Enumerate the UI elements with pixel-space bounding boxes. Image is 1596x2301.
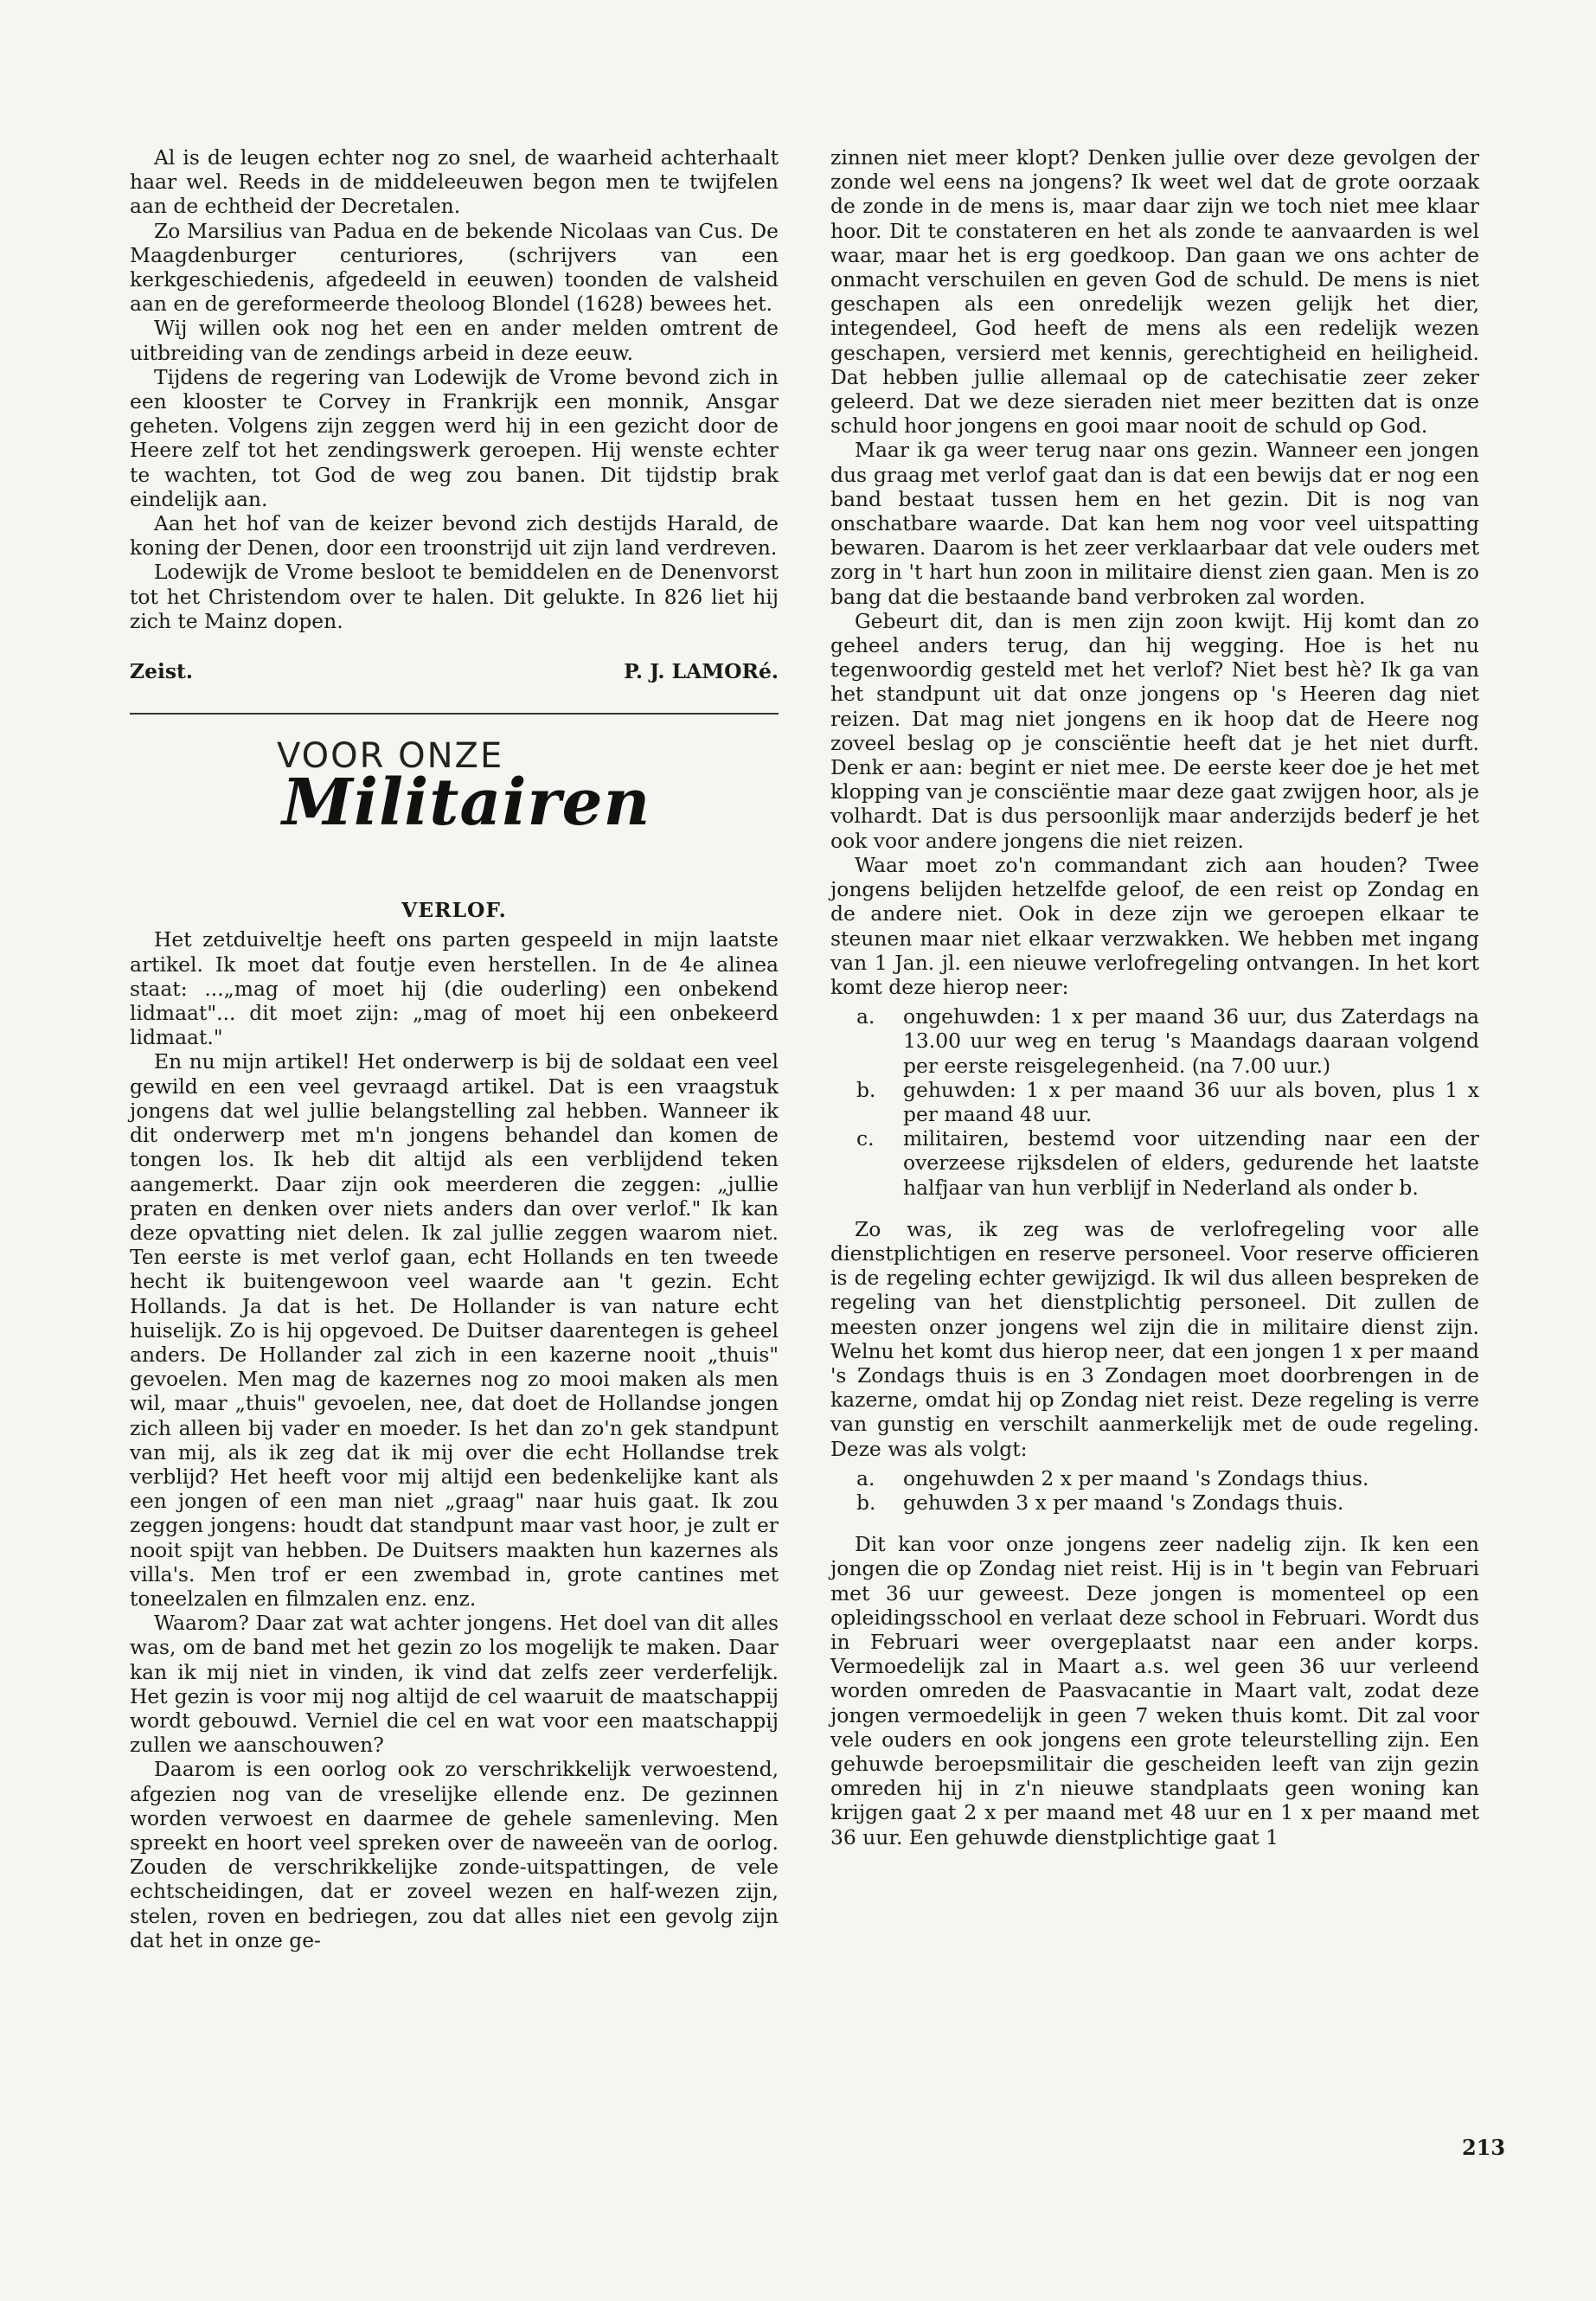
- list-letter: a.: [856, 1465, 875, 1490]
- list-item: [830, 1490, 1479, 1515]
- list-item: [830, 1126, 1479, 1200]
- paragraph: zinnen niet meer klopt? Denken jullie over deze gevolgen der zonde wel eens na jongens? Ik weet wel dat de grote oorzaak de zonde in de mens is, maar daar zijn we toch niet mee klaar hoor. Dit te constateren en het als zonde te aanvaarden is wel waar, maar het is erg goedkoop. Dan gaan we ons achter de onmacht verschuilen en geven God de schuld. De mens is niet geschapen als een onredelijk wezen gelijk het dier, integendeel, God heeft de mens als een redelijk wezen geschapen, versierd met kennis, gerechtigheid en heiligheid. Dat hebben jullie allemaal op de catechisatie zeer zeker geleerd. Dat we deze sieraden niet meer bezitten dat is onze schuld hoor jongens en gooi maar nooit de schuld op God.: [830, 145, 1479, 439]
- right-column: [830, 145, 1479, 1849]
- paragraph: Aan het hof van de keizer bevond zich destijds Harald, de koning der Denen, door een troonstrijd uit zijn land verdreven.: [130, 511, 779, 561]
- list-item: [830, 1466, 1479, 1490]
- paragraph: Het zetduiveltje heeft ons parten gespeeld in mijn laatste artikel. Ik moet dat foutje even herstellen. In de 4e alinea staat: ...„mag of moet hij (die ouderling) een onbekend lidmaat"... dit moet zijn: „mag of moet hij een onbekeerd lidmaat.": [130, 927, 779, 1050]
- paragraph: Wij willen ook nog het een en ander melden omtrent de uitbreiding van de zendings arbeid in deze eeuw.: [130, 316, 779, 365]
- list-text: ongehuwden 2 x per maand 's Zondags thius.: [903, 1465, 1369, 1490]
- paragraph: Waar moet zo'n commandant zich aan houden? Twee jongens belijden hetzelfde geloof, de een reist op Zondag en de andere niet. Ook in deze zijn we geroepen elkaar te steunen maar niet elkaar verzwakken. We hebben met ingang van 1 Jan. jl. een nieuwe verlofregeling ontvangen. In het kort komt deze hierop neer:: [830, 852, 1479, 999]
- list-letter: c.: [856, 1126, 875, 1151]
- list-text: militairen, bestemd voor uitzending naar een der overzeese rijksdelen of elders, gedurende het laatste halfjaar van hun verblijf in Nederland als onder b.: [903, 1126, 1479, 1200]
- page-number: 213: [1462, 2135, 1506, 2160]
- list-text: ongehuwden: 1 x per maand 36 uur, dus Zaterdags na 13.00 uur weg en terug 's Maandags daaraan volgend per eerste reisgelegenheid. (na 7.00 uur.): [903, 1004, 1479, 1078]
- article-subheading: VERLOF.: [401, 898, 507, 923]
- paragraph: Dit kan voor onze jongens zeer nadelig zijn. Ik ken een jongen die op Zondag niet reist. Hij is in 't begin van Februari met 36 uur geweest. Deze jongen is momenteel op een opleidingsschool en verlaat deze school in Februari. Wordt dus in Februari weer overgeplaatst naar een ander korps. Vermoedelijk zal in Maart a.s. wel geen 36 uur verleend worden omreden de Paasvacantie in Maart valt, zodat deze jongen vermoedelijk in geen 7 weken thuis komt. Dit zal voor vele ouders en ook jongens een grote teleurstelling zijn. Een gehuwde beroepsmilitair die gescheiden leeft van zijn gezin omreden hij in z'n nieuwe standplaats geen woning kan krijgen gaat 2 x per maand met 48 uur en 1 x per maand met 36 uur. Een gehuwde dienstplichtige gaat 1: [830, 1532, 1479, 1849]
- list-item: [830, 1078, 1479, 1126]
- heading-large: Militairen: [282, 766, 651, 841]
- paragraph: Zo was, ik zeg was de verlofregeling voor alle dienstplichtigen en reserve personeel. Voor reserve officieren is de regeling echter gewijzigd. Ik wil dus alleen bespreken de regeling van het dienstplichtig personeel. Dit zullen de meesten onzer jongens wel zijn die in militaire dienst zijn. Welnu het komt dus hierop neer, dat een jongen 1 x per maand 's Zondags thuis is en 3 Zondagen moet doorbrengen in de kazerne, omdat hij op Zondag niet reist. Deze regeling is verre van gunstig en verschilt aanmerkelijk met de oude regeling. Deze was als volgt:: [830, 1216, 1479, 1461]
- list-letter: b.: [856, 1490, 876, 1515]
- paragraph: Zo Marsilius van Padua en de bekende Nicolaas van Cus. De Maagdenburger centuriores, (schrijvers van een kerkgeschiedenis, afgedeeld in eeuwen) toonden de valsheid aan en de gereformeerde theoloog Blondel (1628) bewees het.: [130, 218, 779, 317]
- regulation-list-new: [830, 1004, 1479, 1200]
- section-divider: [130, 713, 779, 715]
- paragraph: Waarom? Daar zat wat achter jongens. Het doel van dit alles was, om de band met het gezin zo los mogelijk te maken. Daar kan ik mij niet in vinden, ik vind dat zelfs zeer verderfelijk. Het gezin is voor mij nog altijd de cel waaruit de maatschappij wordt gebouwd. Verniel die cel en wat voor een maatschappij zullen we aanschouwen?: [130, 1611, 779, 1758]
- list-letter: a.: [856, 1004, 875, 1029]
- heading-small: VOOR ONZE: [277, 736, 504, 777]
- list-text: gehuwden 3 x per maand 's Zondags thuis.: [903, 1490, 1344, 1515]
- paragraph: Gebeurt dit, dan is men zijn zoon kwijt. Hij komt dan zo geheel anders terug, dan hij wegging. Hoe is het nu tegenwoordig gesteld met het verlof? Niet best hè? Ik ga van het standpunt uit dat onze jongens op 's Heeren dag niet reizen. Dat mag niet jongens en ik hoop dat de Heere nog zoveel beslag op je consciëntie heeft dat je het niet durft. Denk er aan: begint er niet mee. De eerste keer doe je het met klopping van je consciëntie maar deze gaat zwijgen hoor, als je volhardt. Dat is dus persoonlijk maar anderzijds bederf je het ook voor andere jongens die niet reizen.: [830, 608, 1479, 853]
- list-item: [830, 1004, 1479, 1078]
- paragraph: Maar ik ga weer terug naar ons gezin. Wanneer een jongen dus graag met verlof gaat dan is dat een bewijs dat er nog een band bestaat tussen hem en het gezin. Dit is nog van onschatbare waarde. Dat kan hem nog voor veel uitspatting bewaren. Daarom is het zeer verklaarbaar dat vele ouders met zorg in 't hart hun zoon in militaire dienst zien gaan. Men is zo bang dat die bestaande band verbroken zal worden.: [830, 438, 1479, 609]
- signature-place: Zeist.: [130, 659, 193, 684]
- list-text: gehuwden: 1 x per maand 36 uur als boven, plus 1 x per maand 48 uur.: [903, 1077, 1479, 1126]
- paragraph: En nu mijn artikel! Het onderwerp is bij de soldaat een veel gewild en een veel gevraagd artikel. Dat is een vraagstuk jongens dat wel jullie belangstelling zal hebben. Wanneer ik dit onderwerp met m'n jongens behandel dan komen de tongen los. Ik heb dit altijd als een verblijdend teken aangemerkt. Daar zijn ook meerderen die zeggen: „jullie praten en denken over niets anders dan over verlof." Ik kan deze opvatting niet delen. Ik zal jullie zeggen waarom niet. Ten eerste is met verlof gaan, echt Hollands en ten tweede hecht ik buitengewoon veel waarde aan 't gezin. Echt Hollands. Ja dat is het. De Hollander is van nature echt huiselijk. Zo is hij opgevoed. De Duitser daarentegen is geheel anders. De Hollander zal zich in een kazerne nooit „thuis" gevoelen. Men mag de kazernes nog zo mooi maken als men wil, maar „thuis" gevoelen, nee, dat doet de Hollandse jongen zich alleen bij vader en moeder. Is het dan zo'n gek standpunt van mij, als ik zeg dat ik mij over die echt Hollandse trek verblijd? Het heeft voor mij altijd een bedenkelijke kant als een jongen of een man niet „graag" naar huis gaat. Ik zou zeggen jongens: houdt dat standpunt maar vast hoor, je zult er nooit spijt van hebben. De Duitsers maakten hun kazernes als villa's. Men trof er een zwembad in, grote cantines met toneelzalen en filmzalen enz. enz.: [130, 1049, 779, 1611]
- signature-author: P. J. LAMORé.: [624, 659, 779, 684]
- signature-line: [130, 659, 779, 683]
- regulation-list-old: [830, 1466, 1479, 1515]
- section-heading: [130, 736, 779, 891]
- paragraph: Daarom is een oorlog ook zo verschrikkelijk verwoestend, afgezien nog van de vreselijke ellende enz. De gezinnen worden verwoest en daarmee de gehele samenleving. Men spreekt en hoort veel spreken over de naweeën van de oorlog. Zouden de verschrikkelijke zonde-uitspattingen, de vele echtscheidingen, dat er zoveel wezen en half-wezen zijn, stelen, roven en bedriegen, zou dat alles niet een gevolg zijn dat het in onze ge-: [130, 1757, 779, 1952]
- paragraph: Tijdens de regering van Lodewijk de Vrome bevond zich in een klooster te Corvey in Frankrijk een monnik, Ansgar geheten. Volgens zijn zeggen werd hij in een gezicht door de Heere zelf tot het zendingswerk geroepen. Hij wenste echter te wachten, tot God de weg zou banen. Dit tijdstip brak eindelijk aan.: [130, 364, 779, 511]
- left-column: [130, 145, 779, 1952]
- paragraph: Al is de leugen echter nog zo snel, de waarheid achterhaalt haar wel. Reeds in de middeleeuwen begon men te twijfelen aan de echtheid der Decretalen.: [130, 145, 779, 219]
- paragraph: Lodewijk de Vrome besloot te bemiddelen en de Denenvorst tot het Christendom over te halen. Dit gelukte. In 826 liet hij zich te Mainz dopen.: [130, 560, 779, 633]
- list-letter: b.: [856, 1077, 876, 1102]
